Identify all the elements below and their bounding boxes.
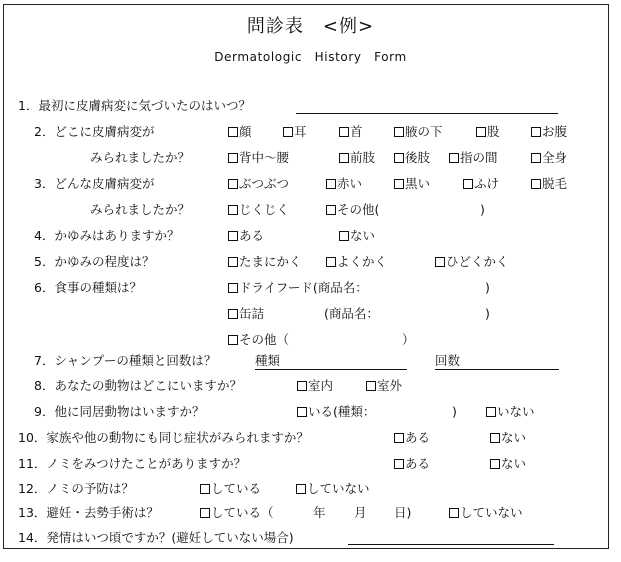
q6-option-other[interactable]: その他（ [228, 332, 289, 348]
q14-label: 14．発情はいつ頃ですか？(避妊していない場合) [18, 530, 294, 545]
checkbox-icon [531, 153, 541, 163]
q6-canned-brand-label: (商品名： [324, 306, 379, 321]
q6-other-close-paren: ） [402, 332, 415, 347]
q1-label: 1．最初に皮膚病変に気づいたのはいつ？ [18, 98, 251, 113]
q7-type-field[interactable] [255, 353, 407, 370]
q3-label: 3．どんな皮膚病変が [34, 176, 155, 191]
q7-count-label: 回数 [435, 353, 461, 368]
q5-option-severely[interactable]: ひどくかく [435, 254, 509, 270]
q6-label: 6．食事の種類は？ [34, 280, 142, 295]
q2-label: 2．どこに皮膚病変が [34, 124, 155, 139]
checkbox-icon [228, 127, 238, 137]
q5-label: 5．かゆみの程度は？ [34, 254, 155, 269]
checkbox-icon [463, 179, 473, 189]
q11-label: 11．ノミをみつけたことがありますか？ [18, 456, 247, 471]
q13-day-label: 日) [394, 505, 412, 520]
q2-option-face[interactable]: 顔 [228, 124, 252, 140]
q8-option-indoor[interactable]: 室内 [297, 378, 333, 394]
q2-option-back[interactable]: 背中〜腰 [228, 150, 289, 166]
checkbox-icon [228, 283, 238, 293]
form-title: 問診表 <例> [246, 16, 375, 37]
q4-label: 4．かゆみはありますか？ [34, 228, 180, 243]
q3-other-close-paren: ) [480, 202, 485, 217]
q12-label: 12．ノミの予防は？ [18, 481, 134, 496]
checkbox-icon [490, 433, 500, 443]
q3-option-dandruff[interactable]: ふけ [463, 176, 499, 192]
q4-option-no[interactable]: ない [339, 228, 375, 244]
checkbox-icon [531, 127, 541, 137]
q2-label-cont: みられましたか？ [90, 150, 191, 165]
q1-answer-field[interactable] [296, 113, 558, 114]
q5-option-often[interactable]: よくかく [326, 254, 387, 270]
checkbox-icon [228, 153, 238, 163]
checkbox-icon [283, 127, 293, 137]
q11-option-no[interactable]: ない [490, 456, 526, 472]
q2-option-whole-body[interactable]: 全身 [531, 150, 567, 166]
q13-label: 13．避妊・去勢手術は？ [18, 505, 159, 520]
q13-year-label: 年 [313, 505, 326, 520]
q2-option-groin[interactable]: 股 [476, 124, 500, 140]
q7-label: 7．シャンプーの種類と回数は？ [34, 353, 217, 368]
q8-option-outdoor[interactable]: 室外 [366, 378, 402, 394]
checkbox-icon [339, 231, 349, 241]
q2-option-armpit[interactable]: 腋の下 [394, 124, 443, 140]
checkbox-icon [297, 407, 307, 417]
q13-option-no[interactable]: していない [449, 505, 523, 521]
q3-option-hair-loss[interactable]: 脱毛 [531, 176, 567, 192]
q6-dry-close-paren: ) [485, 280, 490, 295]
q9-close-paren: ) [452, 404, 457, 419]
q10-option-yes[interactable]: ある [394, 430, 430, 446]
checkbox-icon [449, 153, 459, 163]
q3-option-other[interactable]: その他( [326, 202, 379, 218]
q13-month-label: 月 [354, 505, 367, 520]
q2-option-neck[interactable]: 首 [339, 124, 363, 140]
checkbox-icon [366, 381, 376, 391]
q3-option-bumps[interactable]: ぶつぶつ [228, 176, 289, 192]
checkbox-icon [296, 484, 306, 494]
q4-option-yes[interactable]: ある [228, 228, 264, 244]
checkbox-icon [531, 179, 541, 189]
checkbox-icon [490, 459, 500, 469]
q7-type-label: 種類 [255, 353, 281, 368]
q2-option-between-toes[interactable]: 指の間 [449, 150, 498, 166]
checkbox-icon [297, 381, 307, 391]
checkbox-icon [435, 257, 445, 267]
q2-option-forelimb[interactable]: 前肢 [339, 150, 375, 166]
q6-option-dry-food[interactable]: ドライフード(商品名： [228, 280, 368, 296]
checkbox-icon [200, 508, 210, 518]
q3-option-black[interactable]: 黒い [394, 176, 430, 192]
checkbox-icon [486, 407, 496, 417]
checkbox-icon [228, 257, 238, 267]
checkbox-icon [326, 179, 336, 189]
checkbox-icon [228, 309, 238, 319]
q3-option-red[interactable]: 赤い [326, 176, 362, 192]
checkbox-icon [228, 179, 238, 189]
q11-option-yes[interactable]: ある [394, 456, 430, 472]
q3-option-oozing[interactable]: じくじく [228, 202, 289, 218]
q13-option-yes[interactable]: している（ [200, 505, 274, 521]
q12-option-yes[interactable]: している [200, 481, 261, 497]
q6-option-canned[interactable]: 缶詰 [228, 306, 264, 322]
form-subtitle: Dermatologic History Form [214, 50, 407, 64]
checkbox-icon [326, 257, 336, 267]
checkbox-icon [394, 127, 404, 137]
checkbox-icon [339, 153, 349, 163]
checkbox-icon [394, 153, 404, 163]
q2-option-hindlimb[interactable]: 後肢 [394, 150, 430, 166]
q7-count-field[interactable] [435, 353, 559, 370]
checkbox-icon [476, 127, 486, 137]
checkbox-icon [200, 484, 210, 494]
checkbox-icon [228, 205, 238, 215]
q10-option-no[interactable]: ない [490, 430, 526, 446]
q8-label: 8．あなたの動物はどこにいますか？ [34, 378, 242, 393]
q10-label: 10．家族や他の動物にも同じ症状がみられますか？ [18, 430, 309, 445]
q3-label-cont: みられましたか？ [90, 202, 191, 217]
q9-option-no[interactable]: いない [486, 404, 535, 420]
q9-option-yes[interactable]: いる(種類： [297, 404, 375, 420]
checkbox-icon [394, 433, 404, 443]
checkbox-icon [339, 127, 349, 137]
q14-answer-field[interactable] [348, 544, 554, 545]
checkbox-icon [228, 335, 238, 345]
q9-label: 9．他に同居動物はいますか？ [34, 404, 205, 419]
q5-option-occasionally[interactable]: たまにかく [228, 254, 302, 270]
checkbox-icon [449, 508, 459, 518]
checkbox-icon [326, 205, 336, 215]
checkbox-icon [394, 459, 404, 469]
q6-canned-close-paren: ) [485, 306, 490, 321]
checkbox-icon [228, 231, 238, 241]
q2-option-belly[interactable]: お腹 [531, 124, 567, 140]
q12-option-no[interactable]: していない [296, 481, 370, 497]
q2-option-ear[interactable]: 耳 [283, 124, 307, 140]
checkbox-icon [394, 179, 404, 189]
